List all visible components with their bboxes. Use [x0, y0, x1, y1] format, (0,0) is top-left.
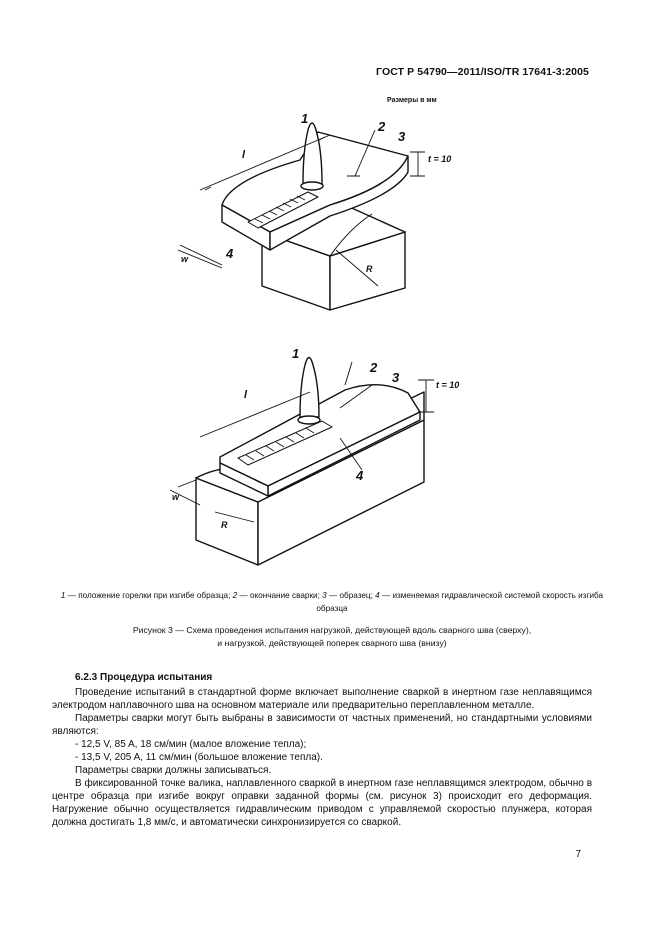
label-specimen-3: 3: [392, 370, 400, 385]
label-weld-end-2: 2: [370, 360, 378, 375]
section-heading: 6.2.3 Процедура испытания: [75, 672, 213, 683]
label-width-w: w: [172, 492, 180, 502]
figure-caption-line-2: и нагрузкой, действующей поперек сварного шва (внизу): [217, 637, 447, 648]
paragraph: Параметры сварки могут быть выбраны в зависимости от частных применений, но стандартными условиями являются:: [52, 713, 592, 737]
figure-bottom-transverse: [0, 345, 661, 580]
label-width-w: w: [181, 254, 189, 264]
section-body: [52, 686, 592, 829]
list-item: - 12,5 V, 85 A, 18 см/мин (малое вложение тепла);: [75, 739, 307, 750]
paragraph: В фиксированной точке валика, наплавленного сваркой в инертном газе неплавящимся электродом, обычно в центре образца при изгибе вокруг оправки заданной формы (см. рисунок 3) происходит его деформация. Нагружение обычно осуществляется гидравлическим приводом с управляемой скоростью плунжера, которая должна достигать 1,8 мм/с, и автоматически синхронизируется со сваркой.: [52, 778, 592, 828]
label-specimen-3: 3: [398, 129, 406, 144]
paragraph: Параметры сварки должны записываться.: [75, 765, 272, 776]
label-torch-1: 1: [292, 346, 300, 361]
label-length-l: l: [244, 389, 248, 401]
page-number: 7: [575, 849, 581, 860]
label-radius-r: R: [221, 520, 228, 530]
figure-top-longitudinal: [0, 110, 661, 320]
label-weld-end-2: 2: [378, 119, 386, 134]
list-item: - 13,5 V, 205 A, 11 см/мин (большое вложение тепла).: [75, 752, 323, 763]
figure-caption-line-1: Рисунок 3 — Схема проведения испытания нагрузкой, действующей вдоль сварного шва (сверху),: [132, 625, 532, 635]
label-thickness-t: t = 10: [428, 154, 452, 164]
dimensions-note: Размеры в мм: [387, 97, 437, 104]
standard-code-header: ГОСТ Р 54790—2011/ISO/TR 17641-3:2005: [376, 66, 589, 78]
paragraph: Проведение испытаний в стандартной форме включает выполнение сваркой в инертном газе неплавящимся электродом наплавочного шва на основном материале или предварительно переплавленном металле.: [52, 687, 592, 711]
welding-torch: [300, 358, 319, 418]
label-bend-speed-4: 4: [226, 246, 234, 261]
figure-caption: [52, 624, 612, 649]
label-thickness-t: t = 10: [436, 380, 460, 390]
label-bend-speed-4: 4: [356, 468, 364, 483]
figure-legend: 1 — положение горелки при изгибе образца; 2 — окончание сварки; 3 — образец; 4 — изменяемая гидравлической системой скорость изгиба образца: [60, 591, 604, 613]
label-length-l: l: [242, 149, 246, 161]
label-torch-1: 1: [301, 111, 309, 126]
label-radius-r: R: [366, 264, 373, 274]
